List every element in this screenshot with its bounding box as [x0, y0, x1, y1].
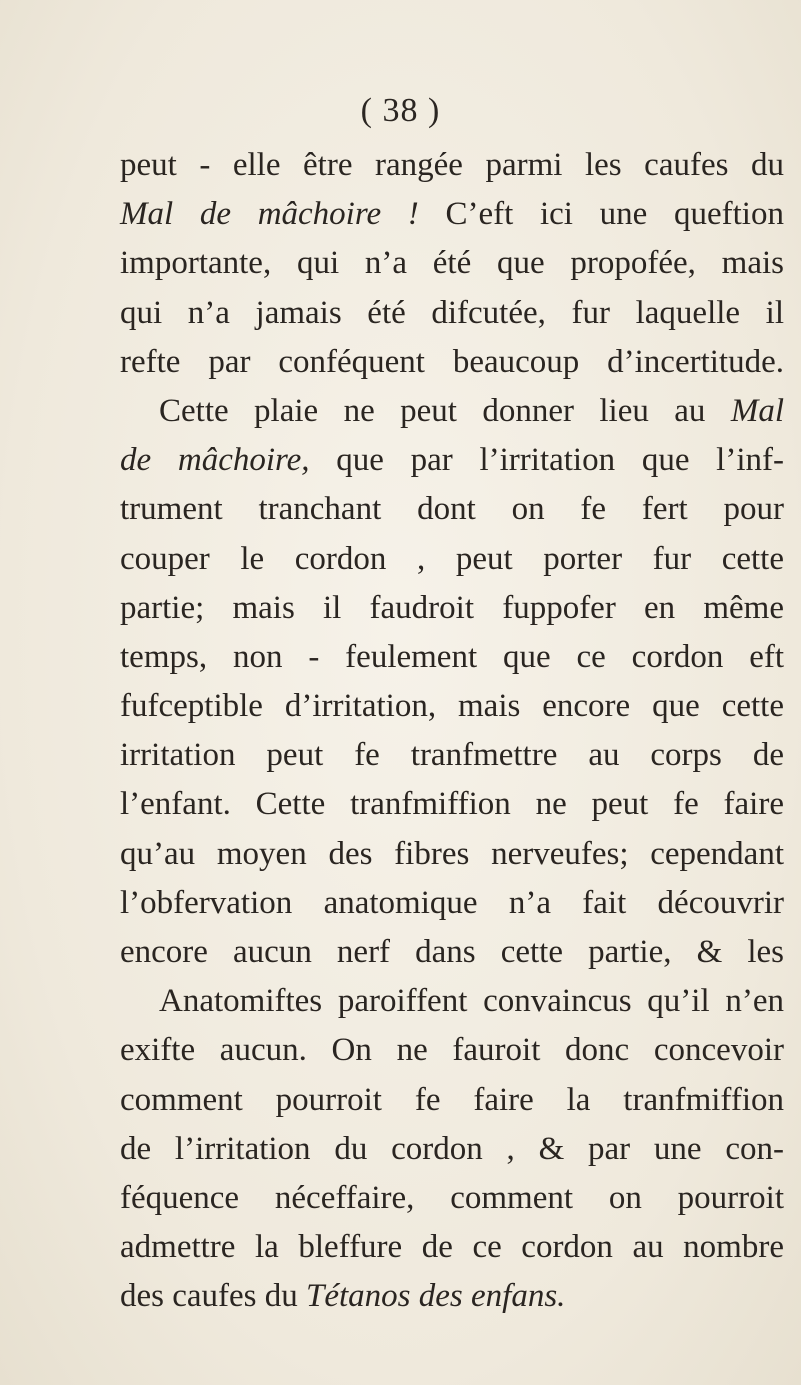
text-line: [120, 633, 784, 682]
text-segment: exifte aucun. On ne fauroit donc concevoir: [120, 1032, 784, 1069]
text-segment: féquence néceffaire, comment on pourroit: [120, 1179, 784, 1216]
text-line: [120, 289, 784, 338]
text-line: [120, 239, 784, 288]
text-line: [120, 977, 784, 1026]
text-segment: irritation peut fe tranfmettre au corps de: [120, 737, 784, 774]
text-line: [120, 485, 784, 534]
text-segment: comment pourroit fe faire la tranfmiffion: [120, 1081, 784, 1118]
text-segment: Anatomiftes paroiffent convaincus qu’il n’en: [159, 983, 784, 1020]
body-text: [120, 141, 784, 1322]
text-segment: qui n’a jamais été difcutée, fur laquelle il: [120, 294, 784, 331]
text-segment: l’enfant. Cette tranfmiffion ne peut fe faire: [120, 786, 784, 823]
text-segment: C’eft ici une queftion: [445, 196, 784, 233]
text-segment: des caufes du: [120, 1278, 307, 1315]
text-line: [120, 141, 784, 190]
text-segment: trument tranchant dont on fe fert pour: [120, 491, 784, 528]
italic-text-segment: de mâchoire,: [120, 442, 337, 479]
text-line: [120, 879, 784, 928]
text-segment: de l’irritation du cordon , & par une con-: [120, 1130, 784, 1167]
text-segment: l’obfervation anatomique n’a fait découvrir: [120, 884, 784, 921]
text-line: [120, 731, 784, 780]
text-line: [120, 584, 784, 633]
italic-text-segment: Mal de mâchoire !: [120, 196, 446, 233]
text-segment: qu’au moyen des fibres nerveufes; cependant: [120, 835, 784, 872]
text-segment: partie; mais il faudroit fuppofer en même: [120, 589, 784, 626]
text-segment: encore aucun nerf dans cette partie, & les: [120, 934, 784, 970]
page-number: ( 38 ): [360, 92, 441, 129]
italic-text-segment: Tétanos des enfans.: [306, 1278, 566, 1315]
text-segment: que par l’irritation que l’inf-: [336, 442, 784, 479]
text-segment: couper le cordon , peut porter fur cette: [120, 540, 784, 577]
text-line: [120, 1272, 784, 1321]
text-line: [120, 190, 784, 239]
text-line: [120, 830, 784, 879]
text-line: [120, 535, 784, 584]
text-segment: admettre la bleffure de ce cordon au nombre: [120, 1229, 784, 1266]
text-line: [120, 1026, 784, 1075]
text-segment: importante, qui n’a été que propofée, mais: [120, 245, 784, 282]
text-line: [120, 1223, 784, 1272]
text-line: [120, 1174, 784, 1223]
text-segment: fufceptible d’irritation, mais encore que cette: [120, 688, 784, 725]
text-segment: temps, non - feulement que ce cordon eft: [120, 638, 784, 675]
text-line: [120, 1076, 784, 1125]
text-line: [120, 682, 784, 731]
text-line: [120, 780, 784, 829]
italic-text-segment: Mal: [730, 392, 784, 429]
text-line: [120, 387, 784, 436]
text-segment: peut - elle être rangée parmi les caufes du: [120, 147, 784, 183]
text-line: [120, 338, 784, 387]
text-line: [120, 928, 784, 977]
text-line: [120, 436, 784, 485]
text-segment: refte par conféquent beaucoup d’incertitude.: [120, 343, 784, 380]
text-line: [120, 1125, 784, 1174]
text-segment: Cette plaie ne peut donner lieu au: [159, 392, 731, 429]
